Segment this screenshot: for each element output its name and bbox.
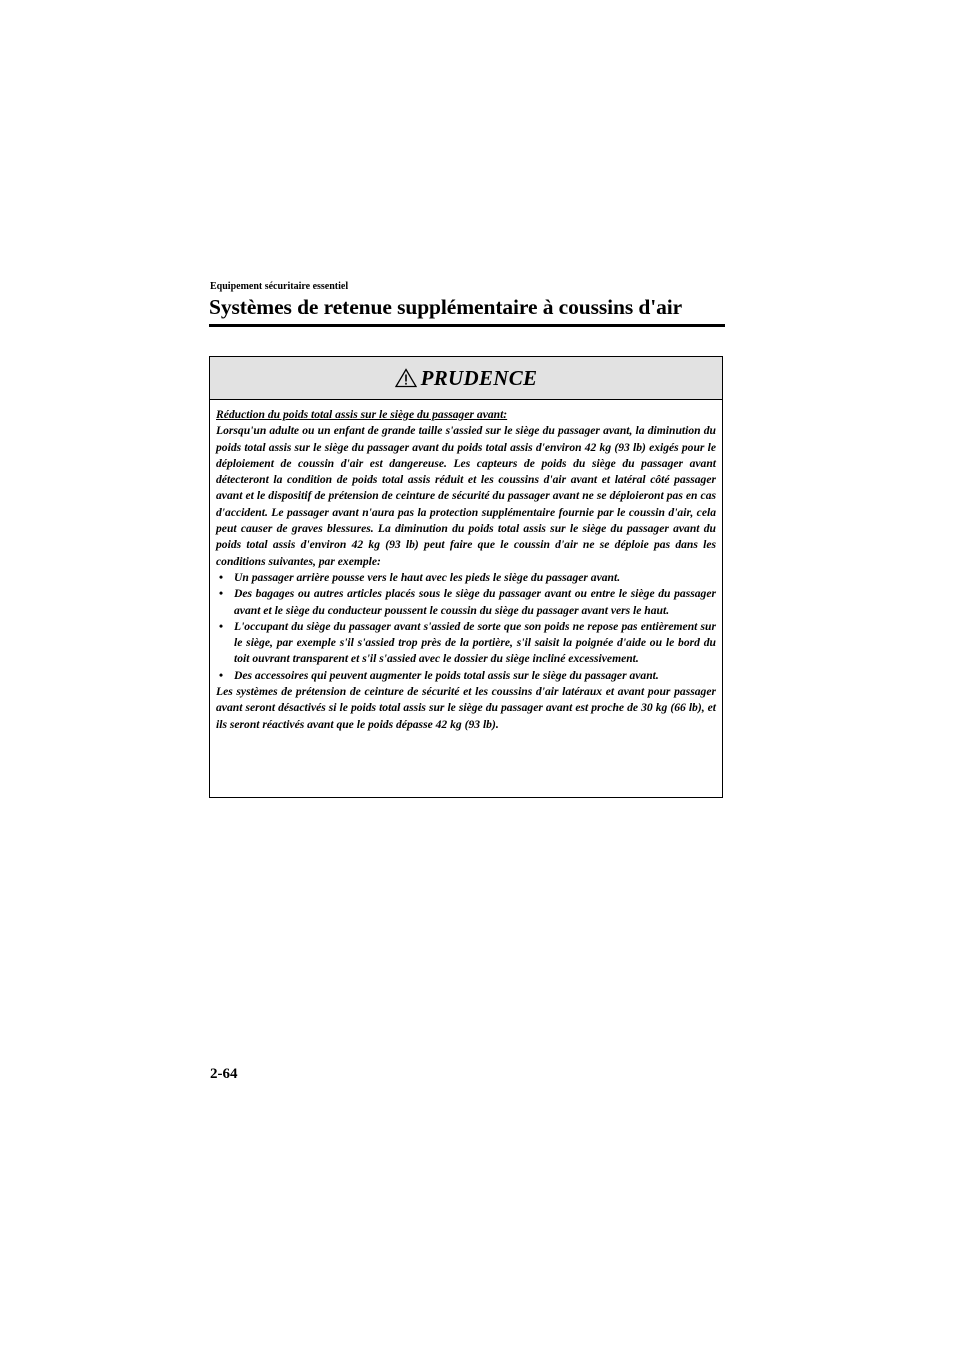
title-rule: [209, 324, 725, 327]
list-item: • Des accessoires qui peuvent augmenter le poids total assis sur le siège du passager avant.: [216, 668, 716, 684]
caution-header: [210, 357, 722, 400]
caution-intro: Lorsqu'un adulte ou un enfant de grande taille s'assied sur le siège du passager avant, la diminution du poids total assis sur le siège du passager avant du poids total assis d'environ 42 kg (93 lb) exigés pour le déploiement de coussin d'air est dangereuse. Les capteurs de poids du siège du passager avant détecteront la condition de poids total assis réduit et les coussins d'air avant et latéral côté passager avant et le dispositif de prétension de ceinture de sécurité du passager avant ne se déploieront pas en cas d'accident. Le passager avant n'aura pas la protection supplémentaire fournie par le coussin d'air, cela peut causer de graves blessures. La diminution du poids total assis sur le siège du passager avant du poids total assis d'environ 42 kg (93 lb) peut faire que le coussin d'air ne se déploie pas dans les conditions suivantes, par exemple:: [216, 424, 716, 568]
list-item: • L'occupant du siège du passager avant s'assied de sorte que son poids ne repose pas entièrement sur le siège, par exemple s'il s'assied trop près de la portière, s'il saisit la poignée d'aide ou le bord du toit ouvrant transparent et s'il s'assied avec le dossier du siège incliné excessivement.: [219, 619, 716, 666]
list-item: • Un passager arrière pousse vers le haut avec les pieds le siège du passager avant.: [216, 570, 716, 586]
caution-closing: Les systèmes de prétension de ceinture de sécurité et les coussins d'air latéraux et avant pour passager avant seront désactivés si le poids total assis sur le siège du passager avant est proche de 30 kg (66 lb), et ils seront réactivés avant que le poids dépasse 42 kg (93 lb).: [216, 685, 716, 731]
caution-subhead: Réduction du poids total assis sur le siège du passager avant:: [216, 408, 508, 421]
bullet-icon: •: [219, 619, 224, 633]
caution-box: [209, 356, 723, 798]
bullet-icon: •: [219, 570, 224, 584]
page-number: 2-64: [210, 1066, 238, 1082]
warning-triangle-icon: [395, 368, 417, 388]
bullet-icon: •: [219, 587, 224, 601]
caution-body: [210, 400, 722, 733]
section-label: Equipement sécuritaire essentiel: [210, 281, 349, 292]
bullet-icon: •: [219, 668, 224, 682]
page-title: Systèmes de retenue supplémentaire à coussins d'air: [209, 295, 683, 319]
list-item: • Des bagages ou autres articles placés sous le siège du passager avant ou entre le siège du passager avant et le siège du conducteur poussent le coussin du siège du passager avant vers le haut.: [219, 587, 716, 617]
caution-bullet-list: [216, 570, 716, 684]
caution-title: PRUDENCE: [420, 365, 538, 390]
